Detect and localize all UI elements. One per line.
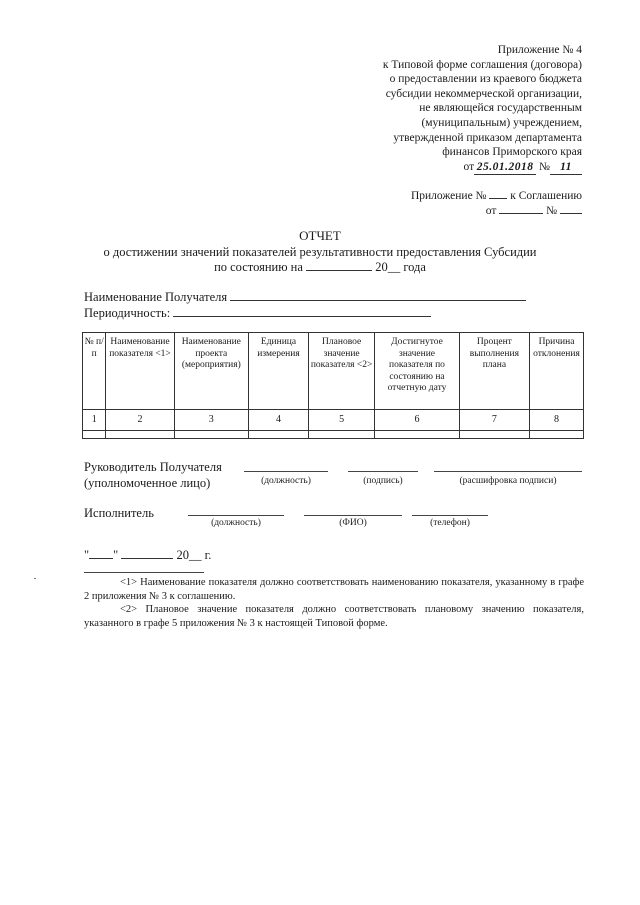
table-cell[interactable]: [248, 431, 308, 439]
executor-position-caption: (должность): [211, 518, 261, 528]
table-cell[interactable]: [106, 431, 174, 439]
col-number: 2: [106, 410, 174, 431]
recipient-label: Наименование Получателя: [84, 290, 228, 304]
head-position-line[interactable]: [244, 471, 328, 472]
table-cell[interactable]: [375, 431, 460, 439]
executor-fio-line[interactable]: [304, 515, 402, 516]
col-header: № п/п: [83, 333, 106, 410]
agreement-date-blank: [499, 213, 543, 214]
footnote-separator: [84, 572, 204, 573]
col-header: Наименование проекта (мероприятия): [174, 333, 248, 410]
order-prefix: от: [463, 160, 475, 173]
appendix-line: о предоставлении из краевого бюджета: [389, 73, 582, 86]
executor-phone-line[interactable]: [412, 515, 488, 516]
date-line: " " 20__ г.: [84, 548, 212, 562]
col-number: 8: [529, 410, 583, 431]
appendix-header: [282, 43, 582, 219]
table-number-row: [83, 410, 584, 431]
col-header: Единица измерения: [248, 333, 308, 410]
table-cell[interactable]: [309, 431, 375, 439]
periodicity-field: [84, 306, 431, 321]
head-position-caption: (должность): [261, 476, 311, 486]
col-number: 5: [309, 410, 375, 431]
col-header: Достигнутое значение показателя по состоянию на отчетную дату: [375, 333, 460, 410]
footnote-1: <1> Наименование показателя должно соответствовать наименованию показателя, указанному в графе 2 приложения № 3 к соглашению.: [84, 577, 584, 602]
agreement-number-blank: [560, 213, 582, 214]
periodicity-input-line[interactable]: [173, 316, 431, 317]
col-number: 3: [174, 410, 248, 431]
col-number: 1: [83, 410, 106, 431]
appendix-line: не являющейся государственным: [419, 102, 582, 115]
footnotes: [84, 576, 584, 630]
col-header: Процент выполнения плана: [459, 333, 529, 410]
periodicity-label: Периодичность:: [84, 306, 171, 320]
col-header: Причина отклонения: [529, 333, 583, 410]
table-cell[interactable]: [529, 431, 583, 439]
appendix-line: субсидии некоммерческой организации,: [385, 87, 582, 100]
executor-phone-caption: (телефон): [430, 518, 470, 528]
appendix-line: (муниципальным) учреждением,: [421, 116, 582, 129]
order-date-line: [282, 160, 582, 176]
order-date: 25.01.2018: [474, 160, 536, 176]
table-cell[interactable]: [174, 431, 248, 439]
recipient-input-line[interactable]: [230, 300, 526, 301]
executor-position-line[interactable]: [188, 515, 284, 516]
executor-fio-caption: (ФИО): [339, 518, 367, 528]
agreement-line-2: от №: [282, 204, 582, 219]
report-table: [82, 332, 584, 439]
executor-label: Исполнитель: [84, 506, 154, 520]
as-of-date-blank: [306, 270, 372, 271]
head-name-caption: (расшифровка подписи): [459, 476, 557, 486]
table-cell[interactable]: [459, 431, 529, 439]
table-header-row: [83, 333, 584, 410]
col-number: 4: [248, 410, 308, 431]
appendix-line: к Типовой форме соглашения (договора): [382, 58, 582, 71]
head-label: Руководитель Получателя (уполномоченное лицо): [84, 460, 222, 490]
table-cell[interactable]: [83, 431, 106, 439]
report-subtitle-text: о достижении значений показателей результативности предоставления Субсидии: [103, 245, 537, 259]
head-name-line[interactable]: [434, 471, 582, 472]
agreement-no-blank: [489, 198, 507, 199]
footnote-2: <2> Плановое значение показателя должно соответствовать плановому значению показателя, указанного в графе 5 приложения № 3 к настоящей Типовой форме.: [84, 604, 584, 629]
table-row: [83, 431, 584, 439]
appendix-line: Приложение № 4: [497, 44, 582, 56]
recipient-field: [84, 290, 526, 305]
col-header: Плановое значение показателя <2>: [309, 333, 375, 410]
month-blank[interactable]: [121, 558, 173, 559]
col-number: 7: [459, 410, 529, 431]
col-number: 6: [375, 410, 460, 431]
report-as-of: по состоянию на 20__ года: [214, 260, 426, 274]
agreement-line-1: Приложение № к Соглашению: [410, 190, 582, 203]
day-blank[interactable]: [89, 558, 113, 559]
report-subtitle: [0, 245, 640, 275]
scan-speck: [34, 578, 36, 579]
head-signature-caption: (подпись): [363, 476, 403, 486]
report-title: ОТЧЕТ: [299, 228, 341, 243]
order-no-label: №: [539, 160, 550, 173]
col-header: Наименование показателя <1>: [106, 333, 174, 410]
order-no: 11: [550, 160, 582, 176]
head-signature-line[interactable]: [348, 471, 418, 472]
appendix-line: утвержденной приказом департамента: [393, 131, 582, 144]
appendix-line: финансов Приморского края: [442, 146, 582, 159]
